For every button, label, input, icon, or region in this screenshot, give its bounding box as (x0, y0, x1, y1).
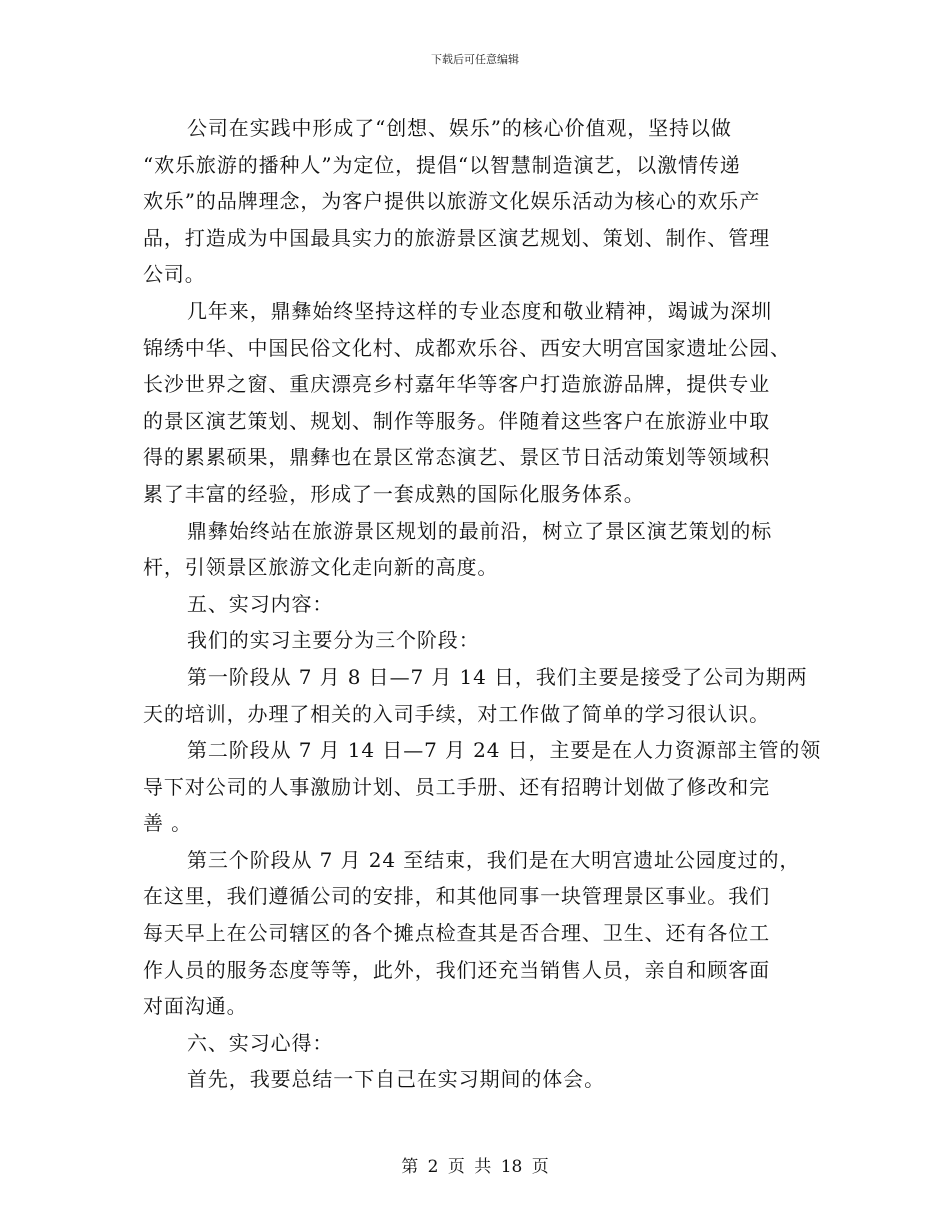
text-line: 几年来，鼎彝始终坚持这样的专业态度和敬业精神，竭诚为深圳 (187, 298, 773, 323)
text-line: 欢乐”的品牌理念，为客户提供以旅游文化娱乐活动为核心的欢乐产 (143, 189, 761, 214)
text-line: 第二阶段从 7 月 14 日—7 月 24 日，主要是在人力资源部主管的领 (187, 738, 822, 763)
text-line: 长沙世界之窗、重庆漂亮乡村嘉年华等客户打造旅游品牌，提供专业 (143, 372, 770, 397)
text-line: 品，打造成为中国最具实力的旅游景区演艺规划、策划、制作、管理 (143, 225, 770, 250)
section-heading: 六、实习心得： (187, 1030, 334, 1055)
page-number-footer: 第 2 页 共 18 页 (401, 1157, 549, 1177)
text-line: 我们的实习主要分为三个阶段： (187, 628, 480, 653)
text-line: 在这里，我们遵循公司的安排，和其他同事一块管理景区事业。我们 (143, 884, 770, 909)
document-body (143, 110, 822, 1098)
text-line: 导下对公司的人事激励计划、员工手册、还有招聘计划做了修改和完 (143, 774, 770, 799)
text-line: 第三个阶段从 7 月 24 至结束，我们是在大明宫遗址公园度过的， (187, 847, 801, 872)
text-line: 得的累累硕果，鼎彝也在景区常态演艺、景区节日活动策划等领域积 (143, 445, 770, 470)
section-heading: 五、实习内容： (187, 591, 334, 616)
text-line: 作人员的服务态度等等，此外，我们还充当销售人员，亲自和顾客面 (143, 957, 770, 982)
text-line: 累了丰富的经验，形成了一套成熟的国际化服务体系。 (143, 481, 645, 506)
text-line: 锦绣中华、中国民俗文化村、成都欢乐谷、西安大明宫国家遗址公园、 (143, 335, 791, 360)
page-header: 下载后可任意编辑 (431, 53, 519, 66)
text-line: 对面沟通。 (143, 994, 248, 1019)
text-line: 第一阶段从 7 月 8 日—7 月 14 日，我们主要是接受了公司为期两 (187, 664, 808, 689)
text-line: 的景区演艺策划、规划、制作等服务。伴随着这些客户在旅游业中取 (143, 408, 770, 433)
text-line: 首先，我要总结一下自己在实习期间的体会。 (187, 1067, 605, 1092)
text-line: 公司。 (143, 262, 206, 287)
text-line: 杆，引领景区旅游文化走向新的高度。 (143, 555, 499, 580)
text-line: 鼎彝始终站在旅游景区规划的最前沿，树立了景区演艺策划的标 (187, 518, 773, 543)
text-line: “欢乐旅游的播种人”为定位，提倡“以智慧制造演艺，以激情传递 (143, 152, 741, 177)
text-line: 善 。 (143, 811, 193, 836)
text-line: 每天早上在公司辖区的各个摊点检查其是否合理、卫生、还有各位工 (143, 921, 770, 946)
text-line: 公司在实践中形成了“创想、娱乐”的核心价值观，坚持以做 (187, 116, 732, 140)
text-line: 天的培训，办理了相关的入司手续，对工作做了简单的学习很认识。 (143, 701, 770, 726)
